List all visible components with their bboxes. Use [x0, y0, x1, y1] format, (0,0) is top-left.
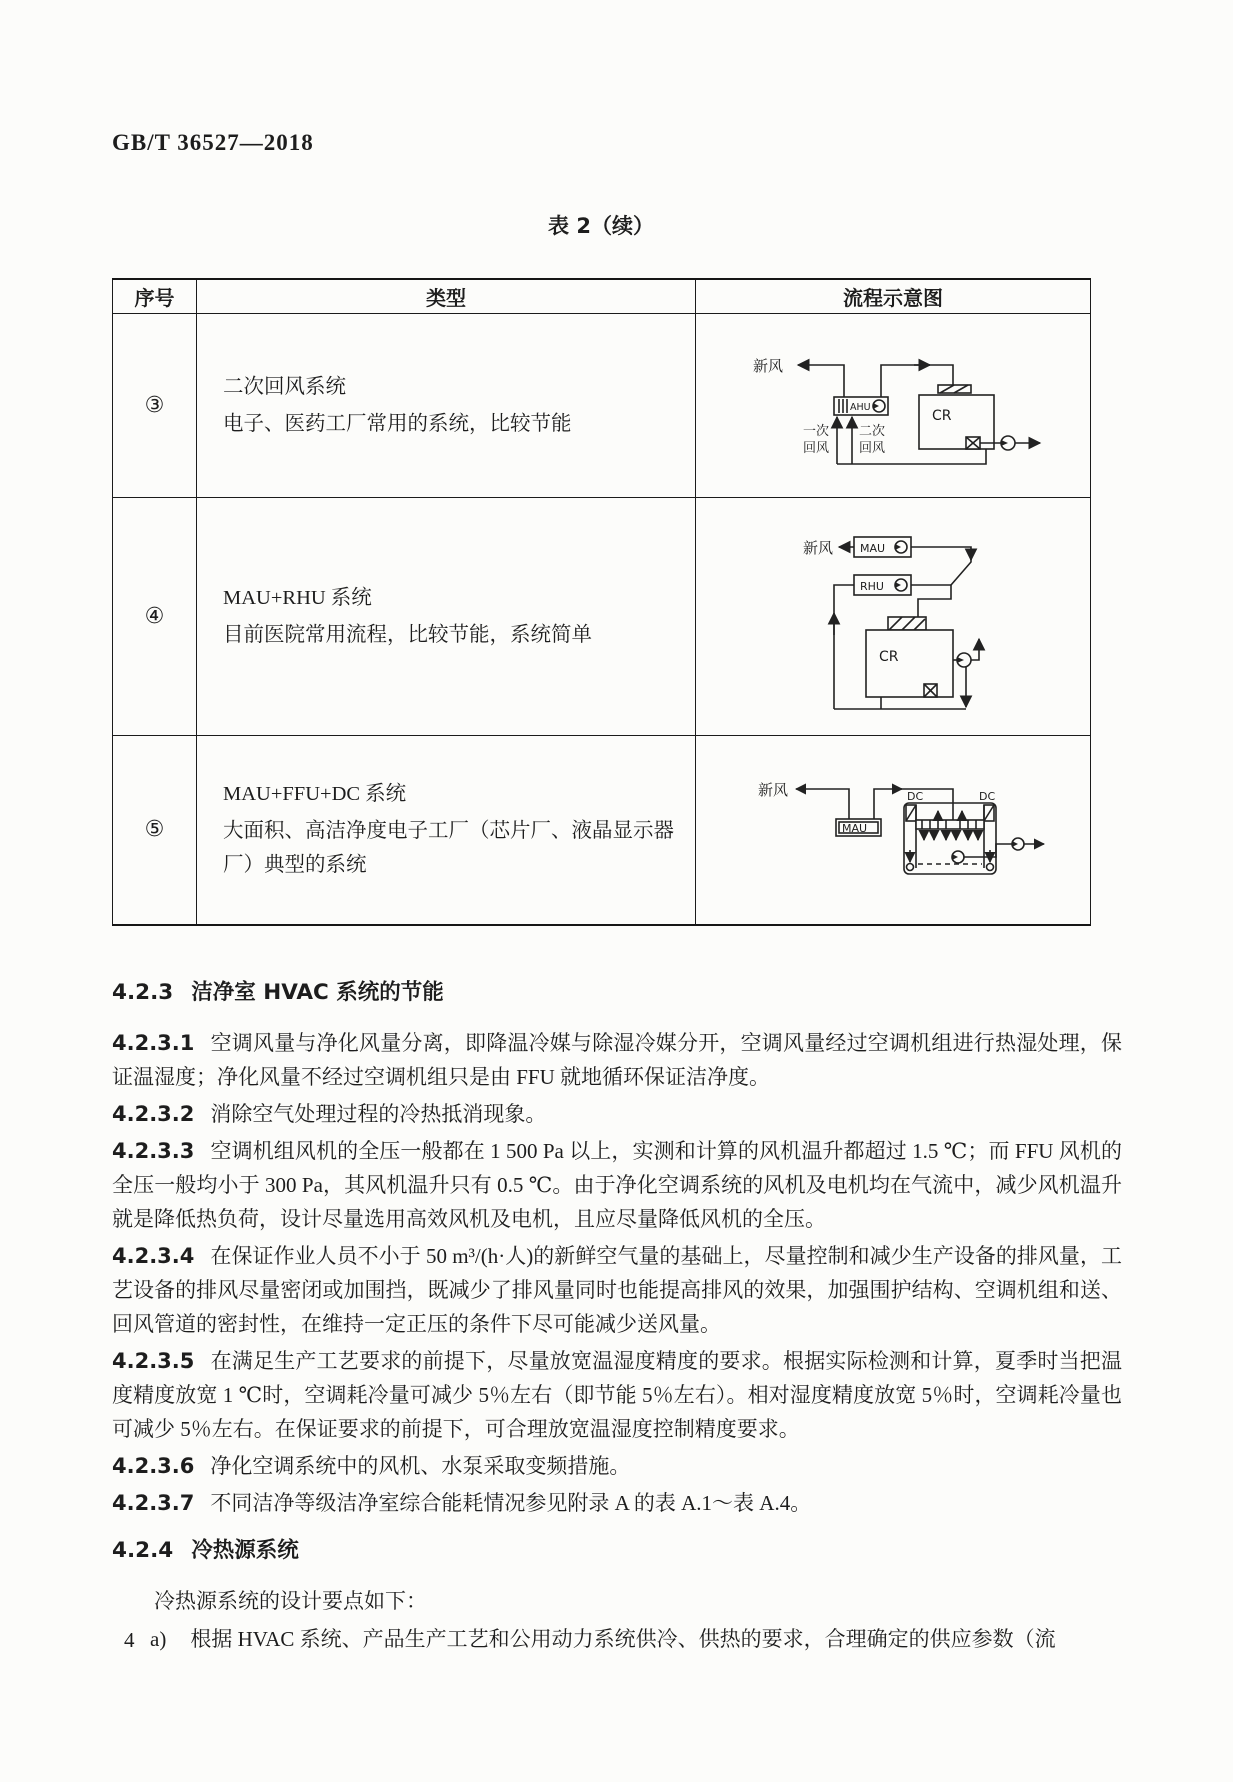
- flow-diagram-mau-rhu: [696, 497, 1091, 735]
- col-header-no: 序号: [113, 279, 197, 313]
- clause-4-2-3-1: [112, 1026, 1122, 1094]
- clause-4-2-3-4: [112, 1239, 1122, 1341]
- type-cell: [197, 735, 696, 925]
- clause-text: 空调风量与净化风量分离，即降温冷媒与除湿冷媒分开，空调风量经过空调机组进行热湿处理，保证温湿度；净化风量不经过空调机组只是由 FFU 就地循环保证洁净度。: [112, 1031, 1122, 1089]
- clause-intro-line: 冷热源系统的设计要点如下：: [154, 1589, 427, 1613]
- clause-heading-4-2-3: [112, 976, 1122, 1010]
- svg-text:回风: 回风: [803, 440, 830, 456]
- clause-number: 4.2.4: [112, 1538, 174, 1563]
- clause-number: 4.2.3.5: [112, 1349, 195, 1373]
- list-item-text: 根据 HVAC 系统、产品生产工艺和公用动力系统供冷、供热的要求，合理确定的供应参数（流: [190, 1627, 1056, 1651]
- table-row: [113, 735, 1091, 925]
- table-header-row: [113, 279, 1091, 313]
- clause-number: 4.2.3.1: [112, 1031, 195, 1055]
- svg-text:回风: 回风: [859, 440, 886, 456]
- row-number: ④: [113, 497, 197, 735]
- clause-title: 冷热源系统: [191, 1538, 299, 1563]
- clause-text: 不同洁净等级洁净室综合能耗情况参见附录 A 的表 A.1～表 A.4。: [210, 1491, 812, 1515]
- fresh-air-label: 新风: [758, 781, 789, 800]
- clause-text: 消除空气处理过程的冷热抵消现象。: [210, 1102, 547, 1126]
- clause-number: 4.2.3.6: [112, 1454, 195, 1478]
- page-number: 4: [124, 1628, 135, 1652]
- diagram-svg: [696, 315, 1091, 496]
- list-item-a: [150, 1622, 1122, 1656]
- clause-number: 4.2.3.7: [112, 1491, 195, 1515]
- primary-return-label: 一次: [803, 423, 830, 439]
- mau-label: MAU: [842, 822, 868, 836]
- system-desc: 电子、医药工厂常用的系统，比较节能: [223, 412, 572, 435]
- diagram-svg: [696, 499, 1091, 734]
- table-row: [113, 497, 1091, 735]
- system-title: 二次回风系统: [223, 375, 346, 398]
- clause-text: 空调机组风机的全压一般都在 1 500 Pa 以上，实测和计算的风机温升都超过 1.5 ℃；而 FFU 风机的全压一般均小于 300 Pa，其风机温升只有 0.5 ℃。由于净化空调系统的风机及电机均在气流中，减少风机温升就是降低热负荷，设计尽量选用高效风机及电机，且应尽量降低风机的全压。: [112, 1139, 1122, 1231]
- flow-diagram-secondary-return: [696, 313, 1091, 497]
- system-desc: 大面积、高洁净度电子工厂（芯片厂、液晶显示器厂）典型的系统: [223, 820, 674, 877]
- system-title: MAU+RHU 系统: [223, 586, 372, 609]
- clause-4-2-3-5: [112, 1344, 1122, 1446]
- clause-number: 4.2.3.2: [112, 1102, 195, 1126]
- dc-right-label: DC: [979, 790, 996, 804]
- ahu-label: AHU: [850, 401, 871, 413]
- row-number: ③: [113, 313, 197, 497]
- table-row: [113, 313, 1091, 497]
- clause-number: 4.2.3.3: [112, 1139, 195, 1163]
- type-cell: [197, 313, 696, 497]
- table-caption: 表 2（续）: [548, 214, 654, 238]
- system-desc: 目前医院常用流程，比较节能，系统简单: [223, 623, 592, 646]
- cleanroom-label: CR: [879, 648, 899, 665]
- clause-4-2-3-7: [112, 1486, 1122, 1520]
- clause-number: 4.2.3.4: [112, 1244, 195, 1268]
- hvac-systems-table: [112, 278, 1091, 926]
- clauses: [112, 962, 1122, 1656]
- rhu-label: RHU: [860, 579, 884, 593]
- clause-text: 在满足生产工艺要求的前提下，尽量放宽温湿度精度的要求。根据实际检测和计算，夏季时当把温度精度放宽 1 ℃时，空调耗冷量可减少 5％左右（即节能 5％左右）。相对湿度精度放宽 5％时，空调耗冷量也可减少 5％左右。在保证要求的前提下，可合理放宽温湿度控制精度要求。: [112, 1349, 1122, 1441]
- flow-diagram-mau-ffu-dc: [696, 735, 1091, 925]
- row-number: ⑤: [113, 735, 197, 925]
- clause-text: 在保证作业人员不小于 50 m³/(h·人)的新鲜空气量的基础上，尽量控制和减少生产设备的排风量，工艺设备的排风尽量密闭或加围挡，既减少了排风量同时也能提高排风的效果，加强围护结构、空调机组和送、回风管道的密封性，在维持一定正压的条件下尽可能减少送风量。: [112, 1244, 1122, 1336]
- clause-4-2-3-3: [112, 1134, 1122, 1236]
- type-cell: [197, 497, 696, 735]
- clause-number: 4.2.3: [112, 980, 174, 1005]
- fresh-air-label: 新风: [803, 538, 834, 557]
- clause-4-2-3-2: [112, 1097, 1122, 1131]
- doc-number: GB/T 36527—2018: [112, 130, 314, 155]
- dc-left-label: DC: [907, 790, 924, 804]
- mau-label: MAU: [860, 541, 886, 555]
- col-header-type: 类型: [197, 279, 696, 313]
- clause-4-2-3-6: [112, 1449, 1122, 1483]
- secondary-return-label: 二次: [859, 423, 886, 439]
- list-item-label: a): [150, 1627, 167, 1651]
- diagram-svg: [696, 736, 1091, 923]
- system-title: MAU+FFU+DC 系统: [223, 783, 407, 806]
- fresh-air-label: 新风: [753, 356, 784, 375]
- clause-text: 净化空调系统中的风机、水泵采取变频措施。: [210, 1454, 631, 1478]
- cleanroom-label: CR: [932, 407, 952, 424]
- clause-title: 洁净室 HVAC 系统的节能: [191, 980, 444, 1005]
- clause-heading-4-2-4: [112, 1534, 1122, 1568]
- col-header-diagram: 流程示意图: [696, 279, 1091, 313]
